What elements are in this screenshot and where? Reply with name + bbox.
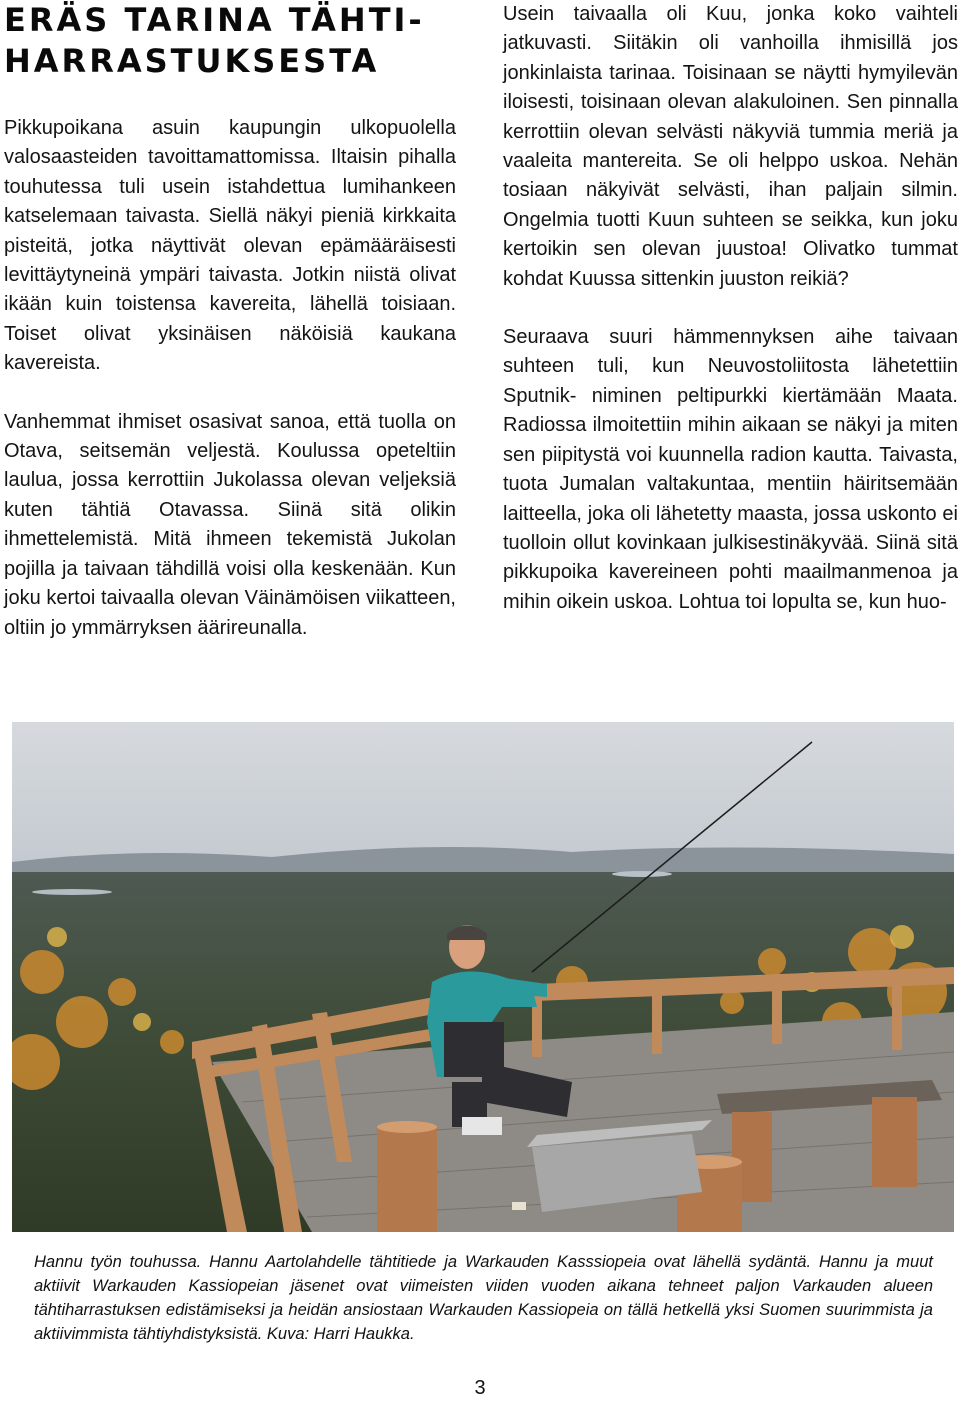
bench-leg xyxy=(872,1097,917,1187)
log-stump xyxy=(377,1127,437,1232)
lake xyxy=(612,871,672,877)
small-box xyxy=(512,1202,526,1210)
paragraph: Usein taivaalla oli Kuu, jonka koko vaihteli jatkuvasti. Siitäkin oli vanhoilla ihmisillä jos jonkinlaista tarinaa. Toisinaan se näytti hymyilevän iloisesti, toisinaan olevan alakuloinen. Sen pinnalla kerrottiin olevan selvästi näkyviä tummia meriä ja vaaleita mantereita. Se oli helppo uskoa. Nehän tosiaan näkyivät selvästi, ihan paljain silmin. Ongelmia tuotti Kuun suhteen se seikka, kun joku kertoikin sen olevan juustoa! Olivatko tummat kohdat Kuussa sittenkin juuston reikiä? xyxy=(503,3,958,290)
lake xyxy=(32,889,112,895)
right-column xyxy=(503,0,958,617)
page-number: 3 xyxy=(474,1377,486,1399)
observation-deck-photo xyxy=(12,722,954,1232)
paragraph: Pikkupoikana asuin kaupungin ulkopuolella valosaasteiden tavoittamattomissa. Iltaisin pihalla touhutessa tuli usein istahdettua lumihankeen katselemaan taivasta. Siellä näkyi pieniä kirkkaita pisteitä, jotka näyttivät olevan epämääräisesti levittäytyneinä ympäri taivasta. Jotkin niistä olivat ikään kuin toistensa kavereita, lähellä toisiaan. Toiset olivat yksinäisen näköisiä kaukana kavereista. xyxy=(4,117,456,375)
article-title: ERÄS TARINA TÄHTI-HARRASTUKSESTA xyxy=(4,1,425,80)
photo-caption: Hannu työn touhussa. Hannu Aartolahdelle tähtitiede ja Warkauden Kasssiopeia ovat lähellä sydäntä. Hannu ja muut aktiivit Warkauden Kassiopeian jäsenet ovat viimeisten viiden vuoden aikana tehneet paljon Varkauden alueen tähtiharrastuksen edistämiseksi ja heidän ansiostaan Warkauden Kassiopeia on tällä hetkellä yksi Suomen suurimmista ja aktiivimmista tähtiyhdistyksistä. Kuva: Harri Haukka. xyxy=(34,1253,933,1343)
log-stump-top xyxy=(377,1121,437,1133)
paragraph: Seuraava suuri hämmennyksen aihe taivaan suhteen tuli, kun Neuvostoliitosta lähetettiin Sputnik- niminen peltipurkki kiertämään Maata. Radiossa ilmoitettiin mihin aikaan se näkyi ja miten sen piipitystä voi kuunnella radion kautta. Taivasta, tuota Jumalan valtakuntaa, mentiin häiritsemään laitteella, joka oli lähetetty maasta, jossa uskonto ei tuolloin ollut kovinkaan julkisestinäkyvää. Siinä sitä pikkupoika kavereineen pohti maailmanmenoa ja mihin oikein uskoa. Lohtua toi lopulta se, kun huo- xyxy=(503,326,958,613)
left-column xyxy=(4,114,456,643)
paragraph: Vanhemmat ihmiset osasivat sanoa, että tuolla on Otava, seitsemän veljestä. Koulussa opeteltiin laulua, jossa kerrottiin Jukolassa olevan veljeksiä kuten tähtiä Otavassa. Siinä sitä olikin ihmettelemistä. Mitä ihmeen tekemistä Jukolan pojilla ja taivaan tähdillä voisi olla keskenään. Kun joku kertoi taivaalla olevan Väinämöisen viikatteen, oltiin jo ymmärryksen äärireunalla. xyxy=(4,410,456,639)
